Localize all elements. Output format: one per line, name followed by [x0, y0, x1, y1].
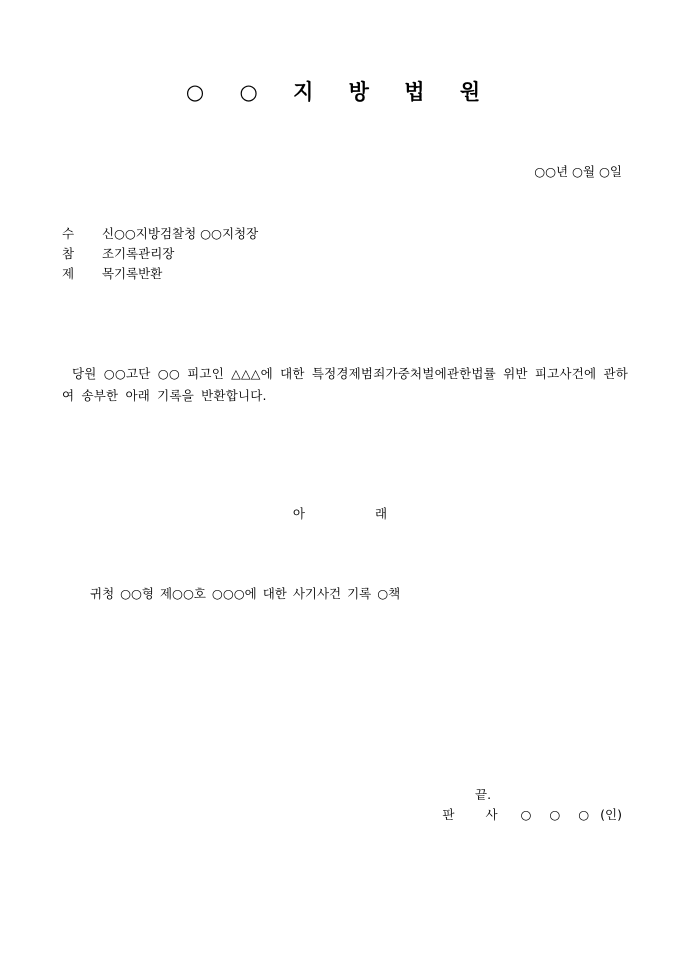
subject-value: 기록반환 [113, 266, 163, 281]
subject-label: 제 목 [62, 266, 127, 281]
body-paragraph: 당원 ○○고단 ○○ 피고인 △△△에 대한 특정경제범죄가중처벌에관한법률 위반 피고사건에 관하여 송부한 아래 기록을 반환합니다. [62, 366, 628, 403]
recipient-value: ○○지방검찰청 ○○지청장 [113, 226, 259, 241]
reference-label: 참 조 [62, 246, 127, 261]
record-item: 귀청 ○○형 제○○호 ○○○에 대한 사기사건 기록 ○책 [90, 586, 401, 601]
end-mark: 끝. [475, 787, 492, 802]
notice-heading-right: 래 [375, 506, 388, 521]
subject-row [62, 265, 258, 285]
notice-heading [0, 505, 680, 523]
court-title: ○ ○ 지 방 법 원 [185, 79, 495, 104]
reference-row [62, 245, 258, 265]
recipient-row [62, 225, 258, 245]
judge-role: 판 사 [442, 807, 510, 822]
notice-heading-left: 아 [292, 506, 305, 521]
signature-line [442, 806, 622, 824]
judge-name: ○ ○ ○ [520, 807, 594, 822]
recipient-label: 수 신 [62, 226, 127, 241]
reference-value: 기록관리장 [113, 246, 175, 261]
document-date: ○○년 ○월 ○일 [534, 164, 622, 179]
document-header [62, 225, 258, 285]
seal-mark: (인) [600, 807, 622, 822]
